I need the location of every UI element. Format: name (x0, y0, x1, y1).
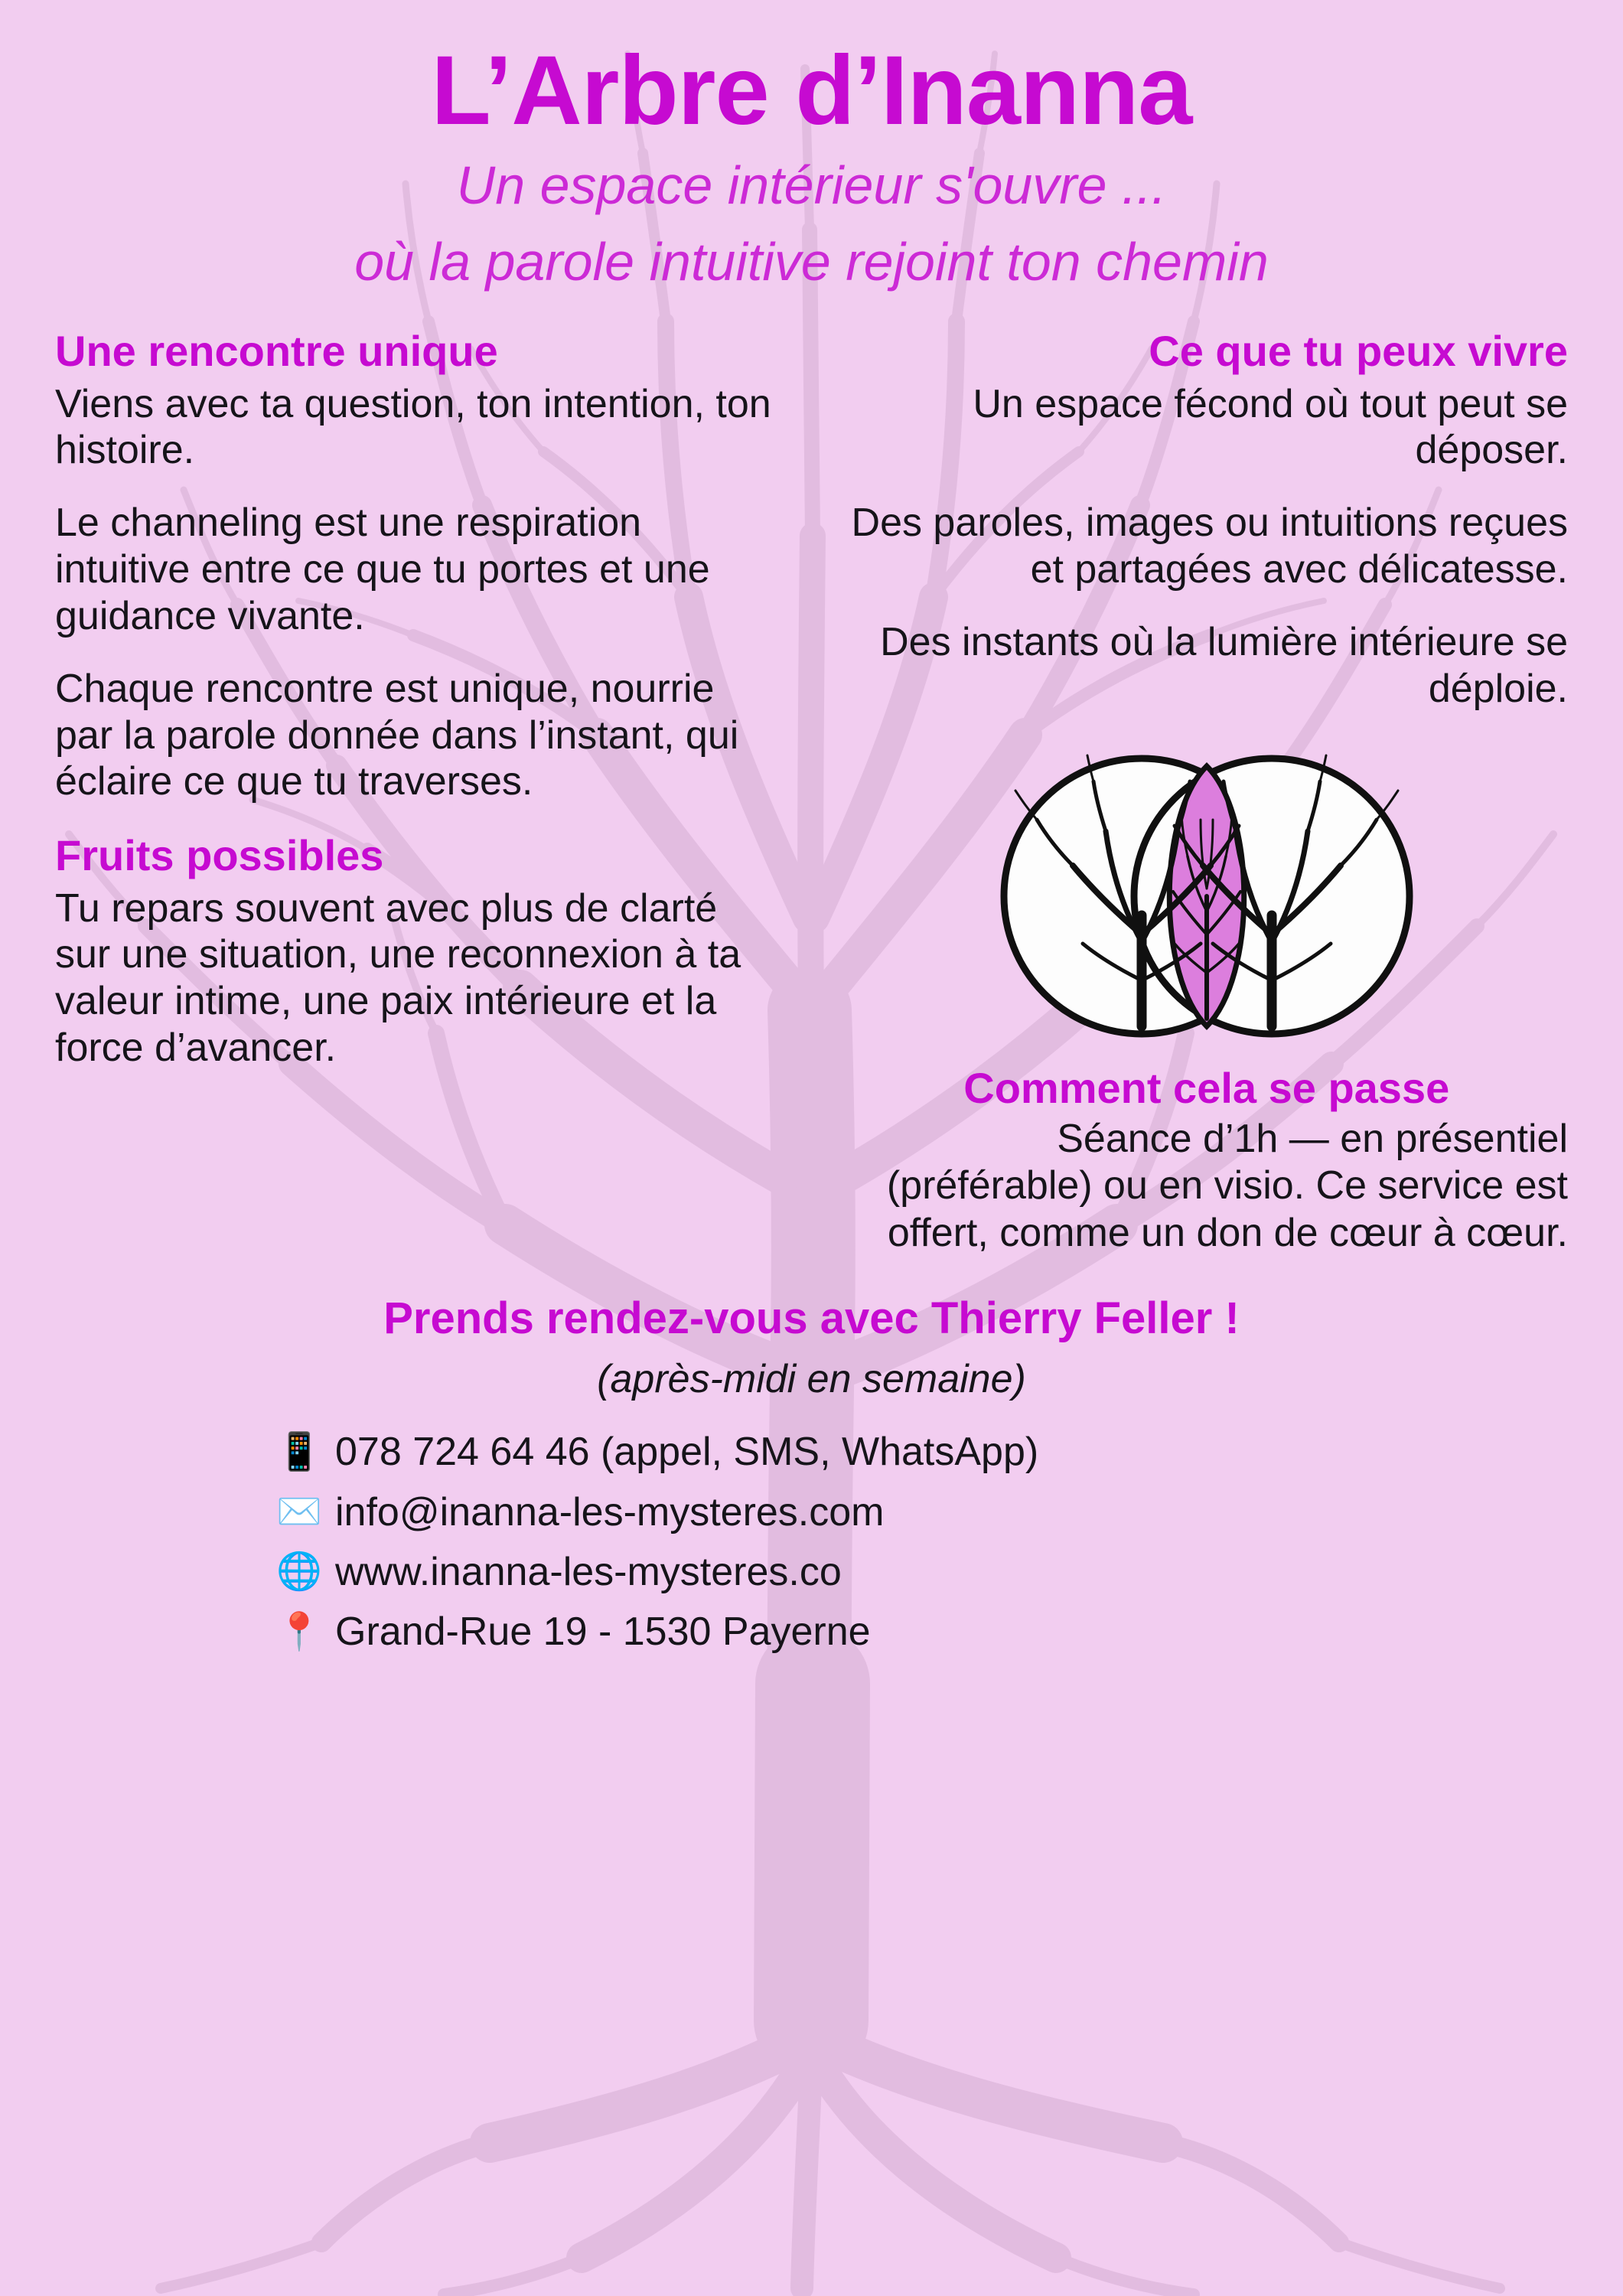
contact-address[interactable] (275, 1608, 1623, 1655)
contact-phone-text: 078 724 64 46 (appel, SMS, WhatsApp) (335, 1430, 1039, 1475)
call-to-action: Prends rendez-vous avec Thierry Feller ! (383, 1293, 1240, 1344)
left-section2-heading: Fruits possibles (55, 831, 384, 880)
left-section2-paragraph-1: Tu repars souvent avec plus de clarté sur une situation, une reconnexion à ta valeur intime, une paix intérieure et la force d’avancer. (55, 885, 741, 1071)
envelope-icon: ✉️ (276, 1491, 322, 1532)
left-section1-paragraph-1: Viens avec ta question, ton intention, ton histoire. (55, 381, 771, 473)
call-to-action-note: (après-midi en semaine) (597, 1357, 1026, 1402)
mobile-phone-icon: 📱 (276, 1431, 322, 1473)
contact-website-text: www.inanna-les-mysteres.co (335, 1549, 842, 1594)
contact-phone[interactable] (275, 1428, 1623, 1476)
logo-container (846, 743, 1569, 1049)
two-trees-vesica-logo (977, 743, 1436, 1049)
howto-heading: Comment cela se passe (963, 1063, 1450, 1112)
contact-address-text: Grand-Rue 19 - 1530 Payerne (335, 1609, 871, 1655)
subtitle-line-1: Un espace intérieur s'ouvre ... (456, 155, 1167, 216)
two-column-body (0, 327, 1623, 1257)
page-title: L’Arbre d’Inanna (431, 36, 1192, 145)
left-column (55, 327, 812, 1257)
right-section1-paragraph-1: Un espace fécond où tout peut se déposer. (973, 381, 1568, 473)
contact-email-text: info@inanna-les-mysteres.com (335, 1489, 885, 1534)
left-section1-heading: Une rencontre unique (55, 327, 498, 376)
right-section1-heading: Ce que tu peux vivre (1149, 327, 1568, 376)
contact-website[interactable] (275, 1548, 1623, 1596)
right-section1-paragraph-2: Des paroles, images ou intuitions reçues et partagées avec délicatesse. (851, 501, 1568, 592)
subtitle-line-2: où la parole intuitive rejoint ton chemin (354, 231, 1269, 292)
howto-text: Séance d’1h — en présentiel (préférable) ou en visio. Ce service est offert, comme un don de cœur à cœur. (886, 1116, 1568, 1256)
map-pin-icon: 📍 (276, 1611, 322, 1652)
globe-icon: 🌐 (276, 1551, 322, 1593)
right-column (812, 327, 1569, 1257)
left-section1-paragraph-2: Le channeling est une respiration intuitive entre ce que tu portes et une guidance vivante. (55, 501, 710, 638)
contact-list (0, 1428, 1623, 1656)
contact-email[interactable] (275, 1489, 1623, 1536)
right-section1-paragraph-3: Des instants où la lumière intérieure se déploie. (880, 619, 1568, 711)
left-section1-paragraph-3: Chaque rencontre est unique, nourrie par la parole donnée dans l’instant, qui éclaire ce que tu traverses. (55, 666, 739, 804)
